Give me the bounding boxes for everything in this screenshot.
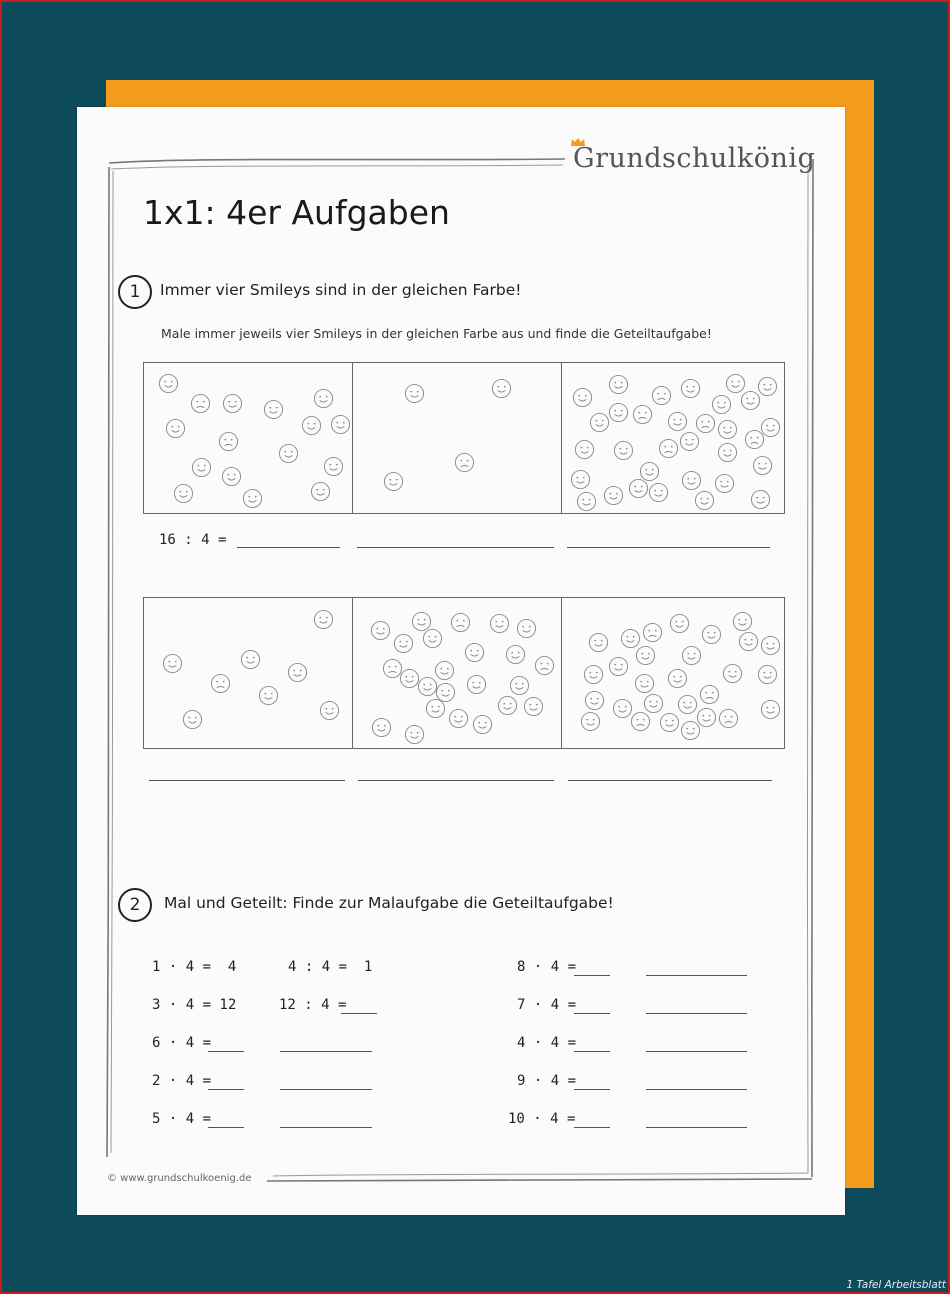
smiley-icon[interactable] [382,658,403,679]
smiley-icon[interactable] [681,645,702,666]
answer-line[interactable] [574,1089,610,1090]
answer-line[interactable] [149,780,345,781]
smiley-icon[interactable] [608,656,629,677]
smiley-icon[interactable] [278,443,299,464]
smiley-box-1 [144,363,353,513]
answer-line[interactable] [358,780,554,781]
smiley-box-row-2 [143,597,785,749]
answer-line[interactable] [208,1089,244,1090]
smiley-icon[interactable] [603,485,624,506]
smiley-icon[interactable] [210,673,231,694]
smiley-icon[interactable] [497,695,518,716]
smiley-icon[interactable] [310,481,331,502]
smiley-icon[interactable] [258,685,279,706]
smiley-icon[interactable] [190,393,211,414]
smiley-icon[interactable] [681,470,702,491]
smiley-icon[interactable] [319,700,340,721]
geteilt-equation-left-2: 12 : 4 = [279,997,347,1013]
smiley-icon[interactable] [679,431,700,452]
smiley-icon[interactable] [699,684,720,705]
smiley-icon[interactable] [695,413,716,434]
smiley-icon[interactable] [472,714,493,735]
answer-line[interactable] [646,1089,747,1090]
smiley-icon[interactable] [572,387,593,408]
smiley-icon[interactable] [242,488,263,509]
smiley-icon[interactable] [620,628,641,649]
answer-line[interactable] [208,1127,244,1128]
answer-line[interactable] [237,547,340,548]
smiley-icon[interactable] [696,707,717,728]
answer-line[interactable] [646,1051,747,1052]
smiley-icon[interactable] [173,483,194,504]
mal-equation-right-1: 8 · 4 = [517,959,577,975]
worksheet-page [77,107,845,1215]
smiley-icon[interactable] [659,712,680,733]
smiley-icon[interactable] [371,717,392,738]
smiley-icon[interactable] [158,373,179,394]
smiley-box-3 [562,363,784,513]
worksheet-title: 1x1: 4er Aufgaben [143,193,450,232]
image-caption: 1 Tafel Arbeitsblatt [846,1279,946,1291]
smiley-icon[interactable] [612,698,633,719]
smiley-box-2 [353,363,562,513]
smiley-icon[interactable] [722,663,743,684]
smiley-box-5 [353,598,562,748]
smiley-box-4 [144,598,353,748]
geteilt-equation-left-1: 4 : 4 = 1 [288,959,373,975]
task-2-number: 2 [118,888,152,922]
smiley-icon[interactable] [760,417,781,438]
mal-equation-left-1: 1 · 4 = 4 [152,959,237,975]
smiley-icon[interactable] [714,473,735,494]
smiley-icon[interactable] [491,378,512,399]
answer-line[interactable] [567,547,770,548]
smiley-icon[interactable] [732,611,753,632]
answer-line[interactable] [357,547,554,548]
smiley-icon[interactable] [393,633,414,654]
smiley-icon[interactable] [221,466,242,487]
answer-line[interactable] [341,1013,377,1014]
smiley-icon[interactable] [182,709,203,730]
smiley-icon[interactable] [422,628,443,649]
answer-line[interactable] [208,1051,244,1052]
smiley-icon[interactable] [404,383,425,404]
smiley-icon[interactable] [162,653,183,674]
smiley-icon[interactable] [718,708,739,729]
answer-line[interactable] [646,1013,747,1014]
answer-line[interactable] [574,975,610,976]
smiley-icon[interactable] [738,631,759,652]
smiley-icon[interactable] [717,419,738,440]
smiley-icon[interactable] [760,635,781,656]
smiley-icon[interactable] [667,668,688,689]
mal-equation-right-3: 4 · 4 = [517,1035,577,1051]
smiley-icon[interactable] [191,457,212,478]
smiley-icon[interactable] [584,690,605,711]
smiley-icon[interactable] [509,675,530,696]
smiley-icon[interactable] [313,388,334,409]
smiley-icon[interactable] [505,644,526,665]
smiley-icon[interactable] [651,385,672,406]
task-1-instruction: Male immer jeweils vier Smileys in der gleichen Farbe aus und finde die Geteiltaufgabe! [161,326,712,341]
smiley-icon[interactable] [628,478,649,499]
smiley-icon[interactable] [694,490,715,511]
smiley-icon[interactable] [435,682,456,703]
smiley-box-row-1 [143,362,785,514]
mal-equation-right-2: 7 · 4 = [517,997,577,1013]
task-1-number: 1 [118,275,152,309]
smiley-icon[interactable] [222,393,243,414]
mal-equation-left-3: 6 · 4 = [152,1035,212,1051]
smiley-icon[interactable] [680,378,701,399]
mal-equation-left-5: 5 · 4 = [152,1111,212,1127]
smiley-icon[interactable] [448,708,469,729]
task-1-heading: Immer vier Smileys sind in der gleichen Farbe! [160,281,522,299]
copyright-footer: © www.grundschulkoenig.de [107,1173,252,1184]
answer-line[interactable] [280,1089,372,1090]
smiley-icon[interactable] [576,491,597,512]
smiley-icon[interactable] [323,456,344,477]
smiley-icon[interactable] [301,415,322,436]
smiley-icon[interactable] [669,613,690,634]
answer-line[interactable] [574,1013,610,1014]
smiley-icon[interactable] [750,489,771,510]
smiley-icon[interactable] [583,664,604,685]
smiley-icon[interactable] [313,609,334,630]
task-1-first-equation: 16 : 4 = [159,532,227,548]
answer-line[interactable] [280,1127,372,1128]
smiley-icon[interactable] [589,412,610,433]
smiley-icon[interactable] [383,471,404,492]
smiley-icon[interactable] [580,711,601,732]
smiley-icon[interactable] [165,418,186,439]
smiley-icon[interactable] [574,439,595,460]
smiley-icon[interactable] [634,673,655,694]
smiley-icon[interactable] [760,699,781,720]
smiley-icon[interactable] [330,414,351,435]
smiley-icon[interactable] [218,431,239,452]
smiley-icon[interactable] [752,455,773,476]
mal-equation-right-5: 10 · 4 = [508,1111,576,1127]
smiley-icon[interactable] [450,612,471,633]
task-2-heading: Mal und Geteilt: Finde zur Malaufgabe die Geteiltaufgabe! [164,894,614,912]
mal-equation-left-2: 3 · 4 = 12 [152,997,237,1013]
smiley-icon[interactable] [613,440,634,461]
smiley-icon[interactable] [464,642,485,663]
smiley-icon[interactable] [642,622,663,643]
smiley-icon[interactable] [757,664,778,685]
smiley-icon[interactable] [717,442,738,463]
smiley-icon[interactable] [667,411,688,432]
answer-line[interactable] [574,1051,610,1052]
smiley-icon[interactable] [516,618,537,639]
brand-logo: Grundschulkönig [573,143,816,174]
smiley-icon[interactable] [608,402,629,423]
answer-line[interactable] [280,1051,372,1052]
smiley-icon[interactable] [287,662,308,683]
smiley-icon[interactable] [534,655,555,676]
smiley-icon[interactable] [523,696,544,717]
smiley-icon[interactable] [725,373,746,394]
answer-line[interactable] [568,780,772,781]
smiley-icon[interactable] [632,404,653,425]
smiley-icon[interactable] [454,452,475,473]
mal-equation-left-4: 2 · 4 = [152,1073,212,1089]
answer-line[interactable] [646,975,747,976]
smiley-icon[interactable] [648,482,669,503]
smiley-icon[interactable] [701,624,722,645]
mal-equation-right-4: 9 · 4 = [517,1073,577,1089]
answer-line[interactable] [574,1127,610,1128]
smiley-icon[interactable] [404,724,425,745]
smiley-icon[interactable] [263,399,284,420]
smiley-icon[interactable] [370,620,391,641]
smiley-icon[interactable] [240,649,261,670]
smiley-icon[interactable] [658,438,679,459]
smiley-icon[interactable] [570,469,591,490]
smiley-box-6 [562,598,784,748]
smiley-icon[interactable] [466,674,487,695]
answer-line[interactable] [646,1127,747,1128]
smiley-icon[interactable] [489,613,510,634]
smiley-icon[interactable] [608,374,629,395]
smiley-icon[interactable] [588,632,609,653]
